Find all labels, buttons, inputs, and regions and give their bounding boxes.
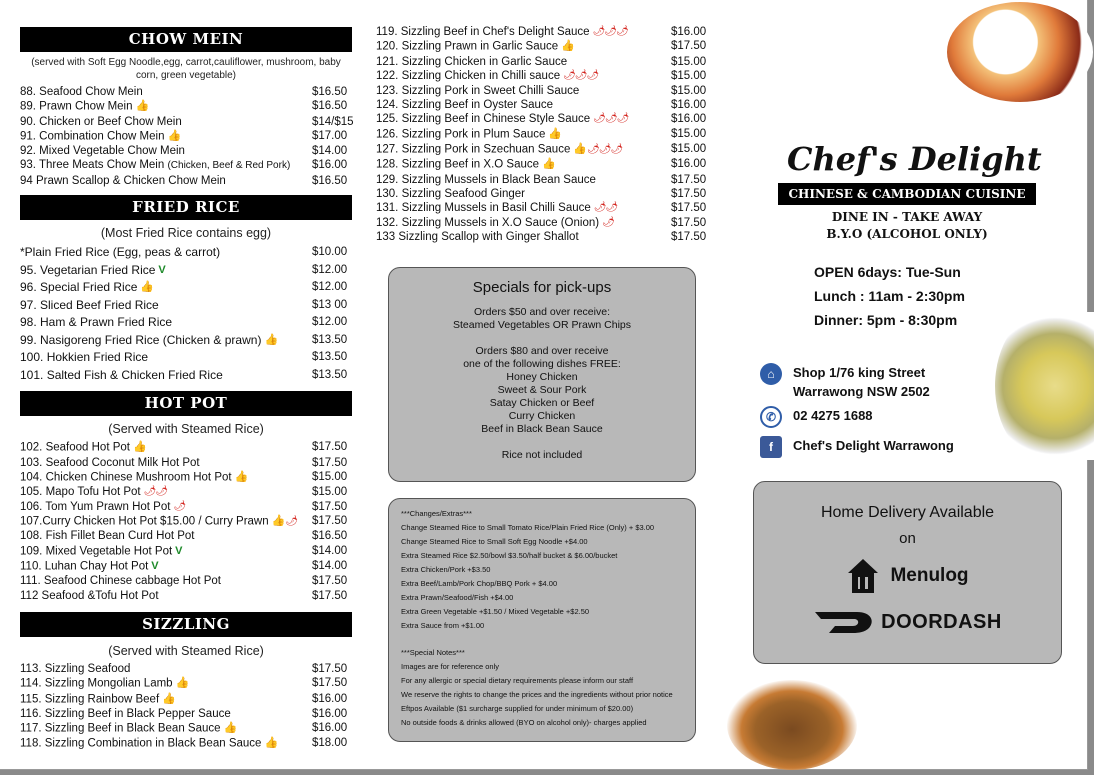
menu-item-price: $12.00 [312,263,348,276]
menu-item-name-wrap [20,662,130,676]
thumbs-up-icon: 👍 [573,142,588,155]
doordash-logo [754,609,1061,635]
menu-item [20,297,352,315]
menu-item-price: $16.50 [312,100,348,113]
menu-item-name: 95. Vegetarian Fried Rice [20,262,156,277]
menu-item [376,216,711,230]
menu-item-price: $17.50 [671,40,707,53]
menu-item-price: $13.50 [312,351,348,364]
menu-item-name-wrap [20,707,231,721]
menu-item-price: $17.50 [671,173,707,186]
thumbs-up-icon: 👍 [132,441,147,454]
open-days: OPEN 6days: Tue-Sun [814,264,961,280]
text-line: No outside foods & drinks allowed (BYO on alcohol only)- charges applied [401,718,647,727]
thumbs-up-icon: 👍 [264,333,279,346]
menu-item-name-wrap [20,99,149,114]
menu-item-price: $17.50 [671,187,707,200]
text-line: Rice not included [501,449,583,461]
menu-item-name-wrap [20,349,148,367]
thumbs-up-icon: 👍 [271,515,286,528]
menu-item [20,559,352,574]
chili-icon: 🌶 [587,143,599,155]
menu-item-price: $12.00 [312,316,348,329]
menu-item-name-wrap [20,485,167,499]
text-line: For any allergic or special dietary requirements please inform our staff [401,676,634,685]
phone-number: 02 4275 1688 [793,408,873,423]
doordash-icon [813,609,877,635]
menu-item [20,736,352,751]
section-note: (Served with Steamed Rice) [108,422,264,437]
menu-item-name: 127. Sizzling Pork in Szechuan Sauce [376,143,571,156]
thumbs-up-icon: 👍 [140,281,155,294]
menu-item [20,485,352,499]
menu-item [376,112,711,126]
thumbs-up-icon: 👍 [135,100,150,113]
menu-item-name: 116. Sizzling Beef in Black Pepper Sauce [20,707,231,720]
menu-item [20,262,352,280]
phone-icon: ✆ [760,406,782,428]
thumbs-up-icon: 👍 [234,470,249,483]
menu-item-price: $16.00 [312,722,348,735]
menu-item [376,173,711,187]
menu-item [20,707,352,721]
food-photo-fried-rice [947,2,1093,102]
text-line: Extra Steamed Rice $2.50/bowl $3.50/half bucket & $6.00/bucket [401,551,618,560]
menu-item-name-wrap [20,367,223,385]
menu-item-name: 89. Prawn Chow Mein [20,100,133,113]
chili-icon: 🌶 [593,113,605,125]
chili-icon: 🌶 [604,26,616,37]
chili-icon: 🌶 [598,143,611,155]
menu-item-price: $12.00 [312,281,348,294]
menu-item-name: 93. Three Meats Chow Mein [20,159,165,172]
menu-item-name-wrap [20,440,147,455]
menu-item [376,187,711,201]
menu-item [376,230,711,244]
menu-item-name-wrap [20,158,290,173]
menu-item-price: $16.00 [312,159,348,172]
menu-item [20,244,352,262]
menu-item-name-wrap [376,25,628,39]
menu-item-price: $17.50 [312,589,348,602]
text-line: Satay Chicken or Beef [489,397,595,409]
menu-item-price: $17.50 [312,500,348,513]
menu-item-name: 96. Special Fried Rice [20,280,138,295]
chili-icon: 🌶 [586,70,599,82]
lunch-hours: Lunch : 11am - 2:30pm [814,288,965,304]
menu-item-price: $14.00 [312,544,348,557]
thumbs-up-icon: 👍 [548,127,563,140]
menu-item [376,84,711,98]
text-line: Extra Beef/Lamb/Pork Chop/BBQ Pork + $4.00 [401,579,558,588]
menu-item-name-wrap [20,332,278,350]
menu-item-price: $18.00 [312,737,348,750]
menu-item [20,279,352,297]
menulog-label: Menulog [890,565,969,586]
menu-item-name: *Plain Fried Rice (Egg, peas & carrot) [20,245,221,260]
menu-item-price: $13.50 [312,368,348,381]
menu-item [376,69,711,83]
phone-block [760,406,873,428]
menu-item [376,201,711,215]
menu-item-name: 102. Seafood Hot Pot [20,442,130,454]
text-line [389,332,695,345]
text-line: Orders $50 and over receive: [474,306,610,318]
chili-icon: 🌶 [605,202,618,214]
menu-item [20,574,352,588]
text-line: Change Steamed Rice to Small Soft Egg Noodle +$4.00 [401,537,588,546]
text-line [401,633,683,646]
menu-item-name-wrap [20,736,278,751]
chili-icon: 🌶 [593,202,606,214]
text-line: Extra Green Vegetable +$1.50 / Mixed Vegetable +$2.50 [401,607,590,616]
menu-item-price: $15.00 [671,142,707,155]
thumbs-up-icon: 👍 [223,722,238,735]
menu-item-name: 97. Sliced Beef Fried Rice [20,297,159,312]
menu-item [376,25,711,39]
text-line: Images are for reference only [401,662,499,671]
menu-item-name: 119. Sizzling Beef in Chef's Delight Sauce [376,26,590,39]
menu-item-price: $17.50 [312,515,348,528]
menu-item-name: 115. Sizzling Rainbow Beef [20,693,160,706]
thumbs-up-icon: 👍 [162,692,176,705]
menu-item-name: 90. Chicken or Beef Chow Mein [20,115,182,128]
text-line: ***Changes/Extras*** [401,509,472,518]
opening-hours [814,260,965,332]
menu-item [20,692,352,707]
menu-item-name-wrap [20,262,166,280]
menu-item-name-wrap [20,115,182,129]
menu-item-name-wrap [376,112,628,126]
menu-item-price: $13 00 [312,298,348,311]
chili-icon: 🌶 [285,516,298,528]
menu-item-name: 114. Sizzling Mongolian Lamb [20,677,173,690]
menu-item-name-wrap [376,55,567,69]
chili-icon: 🌶 [616,113,629,125]
menu-item-name: 103. Seafood Coconut Milk Hot Pot [20,456,200,469]
menu-item-price: $10.00 [312,246,348,259]
chili-icon: 🌶 [604,113,617,125]
dine-text: DINE IN - TAKE AWAY [831,210,983,224]
menu-item-name-wrap [20,500,185,514]
menu-item-name-wrap [20,574,221,588]
facebook-icon: f [760,436,782,458]
menulog-house-icon [846,557,880,595]
chili-icon: 🌶 [615,26,628,37]
menu-item [20,158,352,173]
menu-item-price: $16.00 [671,98,707,111]
menu-item [20,470,352,485]
menu-item [20,721,352,736]
menu-item-name-wrap [20,692,176,707]
facebook-name: Chef's Delight Warrawong [793,438,954,453]
thumbs-up-icon: 👍 [542,158,556,171]
menu-item-name: 101. Salted Fish & Chicken Fried Rice [20,367,223,382]
menu-item-price: $16.00 [312,707,348,720]
brand-name: Chef's Delight [787,140,1042,178]
menu-item-name-wrap [20,144,185,158]
menu-item-name: 121. Sizzling Chicken in Garlic Sauce [376,55,568,68]
menu-item-name-wrap [376,173,596,187]
menu-item-name: 106. Tom Yum Prawn Hot Pot [20,500,171,513]
menu-item [376,127,711,142]
menu-item [376,55,711,69]
menu-item-name: 133 Sizzling Scallop with Ginger Shallot [376,231,579,244]
menu-item [20,514,352,529]
menu-item-name: 88. Seafood Chow Mein [20,86,143,98]
menu-item-name-wrap [376,127,562,142]
text-line: Extra Prawn/Seafood/Fish +$4.00 [401,593,514,602]
menu-item-price: $14/$15 [312,115,354,128]
menu-item-name: 110. Luhan Chay Hot Pot [20,560,149,573]
menu-item-price: $15.00 [671,55,707,68]
menu-item [376,157,711,172]
text-line: Honey Chicken [506,371,578,383]
address-line-1: Shop 1/76 king Street [793,365,926,380]
menu-item [20,349,352,367]
chili-icon: 🌶 [574,70,587,82]
menu-item-name-wrap [376,216,614,230]
menu-item-name: 100. Hokkien Fried Rice [20,350,149,365]
menu-item-name-wrap [20,470,248,485]
menu-item [376,98,711,112]
menu-item-name: 92. Mixed Vegetable Chow Mein [20,145,185,158]
menu-item-price: $16.00 [671,158,707,171]
menu-item-name-wrap [376,39,575,54]
section-header-hot-pot: HOT POT [20,391,352,416]
menu-item [20,314,352,332]
menu-item-name-wrap [20,297,159,315]
menu-item-price: $16.00 [671,113,707,126]
menu-item-name: 111. Seafood Chinese cabbage Hot Pot [20,575,221,588]
text-line: Sweet & Sour Pork [497,384,587,396]
chili-icon: 🌶 [143,486,156,498]
menu-item-name: 98. Ham & Prawn Fried Rice [20,315,173,330]
menu-item [20,129,352,144]
section-note: (Served with Steamed Rice) [108,643,264,658]
menu-column-middle [376,25,711,244]
menu-item-name-wrap [376,187,525,201]
text-line: Change Steamed Rice to Small Tomato Rice/Plain Fried Rice (Only) + $3.00 [401,523,655,532]
menulog-logo [754,557,1061,595]
menu-item-price: $17.50 [312,456,348,469]
menu-item-name: 131. Sizzling Mussels in Basil Chilli Sauce [376,202,591,215]
chili-icon: 🌶 [610,143,623,155]
menu-item-name-wrap [20,529,195,543]
menu-item-name: 108. Fish Fillet Bean Curd Hot Pot [20,530,195,543]
menu-item-name-wrap [376,142,622,157]
menu-item-name: 112 Seafood &Tofu Hot Pot [20,589,159,602]
chili-icon: 🌶 [173,500,186,512]
thumbs-up-icon: 👍 [167,129,182,142]
food-photo-fish [727,680,857,770]
dinner-hours: Dinner: 5pm - 8:30pm [814,312,958,328]
menu-item-name-wrap [376,69,598,83]
section-note: (Most Fried Rice contains egg) [100,226,272,241]
menu-item-name: 107.Curry Chicken Hot Pot $15.00 / Curry Prawn [20,515,269,528]
menu-item-price: $16.00 [312,692,348,705]
address-block [760,363,930,401]
text-line: Extra Sauce from +$1.00 [401,621,485,630]
menu-item-name: 126. Sizzling Pork in Plum Sauce [376,128,546,141]
menu-item-name: 105. Mapo Tofu Hot Pot [20,486,141,499]
section-header-sizzling: SIZZLING [20,612,352,637]
menu-item-name-wrap [20,129,181,144]
menu-item-name-wrap [376,157,556,172]
menu-item [20,544,352,559]
menu-item-price: $17.50 [312,575,348,588]
menu-item-name-wrap [20,514,297,529]
home-icon: ⌂ [760,363,782,385]
extras-panel [388,498,696,742]
food-photo-soup [995,312,1094,460]
menu-item [20,144,352,158]
vegetarian-icon: V [151,560,159,573]
menu-item [20,440,352,455]
menu-item [20,589,352,603]
address-line-2: Warrawong NSW 2502 [793,384,930,399]
menu-item-price: $14.00 [312,145,348,158]
menu-item [20,99,352,114]
thumbs-up-icon: 👍 [264,737,279,750]
menu-item-extra: (Chicken, Beef & Red Pork) [167,160,291,172]
menu-item [20,500,352,514]
menu-item-name: 132. Sizzling Mussels in X.O Sauce (Onion) [376,216,600,229]
menu-item-name-wrap [376,84,579,98]
menu-item-price: $17.50 [312,677,348,690]
service-info [778,209,1036,243]
menu-item-price: $15.00 [671,84,707,97]
menu-item-name: 124. Sizzling Beef in Oyster Sauce [376,98,554,111]
text-line: ***Special Notes*** [401,648,465,657]
menu-item-price: $17.50 [312,441,348,454]
chili-icon: 🌶 [563,70,575,82]
menu-item-name: 130. Sizzling Seafood Ginger [376,187,525,200]
menu-item [20,676,352,691]
menu-item-price: $16.00 [671,26,707,38]
menu-item-price: $14.00 [312,560,348,573]
menu-item-price: $17.50 [671,216,707,229]
thumbs-up-icon: 👍 [561,40,575,53]
text-line: Curry Chicken [508,410,576,422]
menu-item-name-wrap [20,676,189,691]
menu-item-name-wrap [20,544,183,559]
menu-item-name: 128. Sizzling Beef in X.O Sauce [376,158,540,171]
menu-item-name-wrap [20,314,172,332]
delivery-on: on [899,530,916,547]
menu-item-name-wrap [20,589,159,603]
menu-item [20,174,352,188]
menu-item-price: $16.50 [312,530,348,543]
menu-item-name: 113. Sizzling Seafood [20,662,131,675]
thumbs-up-icon: 👍 [175,677,190,690]
text-line: Beef in Black Bean Sauce [481,423,603,435]
text-line [389,436,695,449]
cuisine-banner: CHINESE & CAMBODIAN CUISINE [778,183,1036,205]
menu-item-name-wrap [20,244,220,262]
menu-item [20,85,352,99]
delivery-title: Home Delivery Available [820,504,995,521]
menu-item-name: 125. Sizzling Beef in Chinese Style Sauce [376,113,591,126]
doordash-label: DOORDASH [881,610,1002,633]
menu-item-name: 129. Sizzling Mussels in Black Bean Sauce [376,173,596,186]
menu-item-name: 94 Prawn Scallop & Chicken Chow Mein [20,174,226,187]
delivery-panel [753,481,1062,664]
section-note: (served with Soft Egg Noodle,egg, carrot,cauliflower, mushroom, baby corn, green vegetable) [31,57,341,81]
menu-item-name: 104. Chicken Chinese Mushroom Hot Pot [20,471,232,484]
section-header-fried-rice: FRIED RICE [20,195,352,220]
menu-item-price: $16.50 [312,86,348,98]
text-line: Orders $80 and over receive [475,345,609,357]
menu-item-name-wrap [20,456,200,470]
menu-item-price: $17.50 [312,662,348,675]
menu-item [376,142,711,157]
menu-item-name-wrap [20,85,143,99]
specials-panel [388,267,696,482]
menu-item [20,662,352,676]
menu-item-name-wrap [376,230,579,244]
menu-item-name-wrap [20,721,237,736]
facebook-block [760,436,954,458]
menu-item-price: $15.00 [312,470,348,483]
menu-item-name: 123. Sizzling Pork in Sweet Chilli Sauce [376,84,580,97]
menu-item-price: $15.00 [671,127,707,140]
menu-item-name: 109. Mixed Vegetable Hot Pot [20,545,173,558]
menu-item-name: 122. Sizzling Chicken in Chilli sauce [376,70,561,83]
chili-icon: 🌶 [602,216,614,228]
byo-text: B.Y.O (ALCOHOL ONLY) [826,227,988,241]
menu-item-name: 99. Nasigoreng Fried Rice (Chicken & prawn) [20,332,262,347]
text-line: Steamed Vegetables OR Prawn Chips [452,319,631,331]
menu-item-name-wrap [20,559,159,574]
menu-item-name: 117. Sizzling Beef in Black Bean Sauce [20,722,221,735]
menu-item-price: $17.50 [671,231,707,244]
menu-item-name: 91. Combination Chow Mein [20,130,165,143]
menu-item-price: $16.50 [312,174,348,187]
menu-column-left [20,27,352,752]
menu-item-name: 118. Sizzling Combination in Black Bean Sauce [20,738,262,751]
menu-item-price: $17.50 [671,202,707,215]
text-line: Extra Chicken/Pork +$3.50 [401,565,491,574]
menu-item-price: $17.00 [312,129,348,142]
menu-item [20,367,352,385]
menu-item [20,115,352,129]
menu-item [20,332,352,350]
menu-item-price: $13.50 [312,333,348,346]
section-header-chow-mein: CHOW MEIN [20,27,352,52]
vegetarian-icon: V [158,263,166,276]
text-line: one of the following dishes FREE: [463,358,621,370]
menu-item [376,39,711,54]
text-line: We reserve the rights to change the prices and the ingredients without prior notice [401,690,673,699]
menu-item-name-wrap [20,279,154,297]
menu-item-name-wrap [376,201,617,215]
menu-item-price: $15.00 [312,486,348,499]
chili-icon: 🌶 [155,486,168,498]
menu-item-name-wrap [376,98,553,112]
menu-item [20,456,352,470]
text-line: Eftpos Available ($1 surcharge supplied for under minimum of $20.00) [401,704,634,713]
specials-title: Specials for pick-ups [472,279,612,296]
menu-item-name-wrap [20,174,226,188]
menu-item-name: 120. Sizzling Prawn in Garlic Sauce [376,41,559,54]
menu-item-price: $15.00 [671,70,707,83]
vegetarian-icon: V [175,544,183,557]
menu-item [20,529,352,543]
chili-icon: 🌶 [592,26,605,37]
